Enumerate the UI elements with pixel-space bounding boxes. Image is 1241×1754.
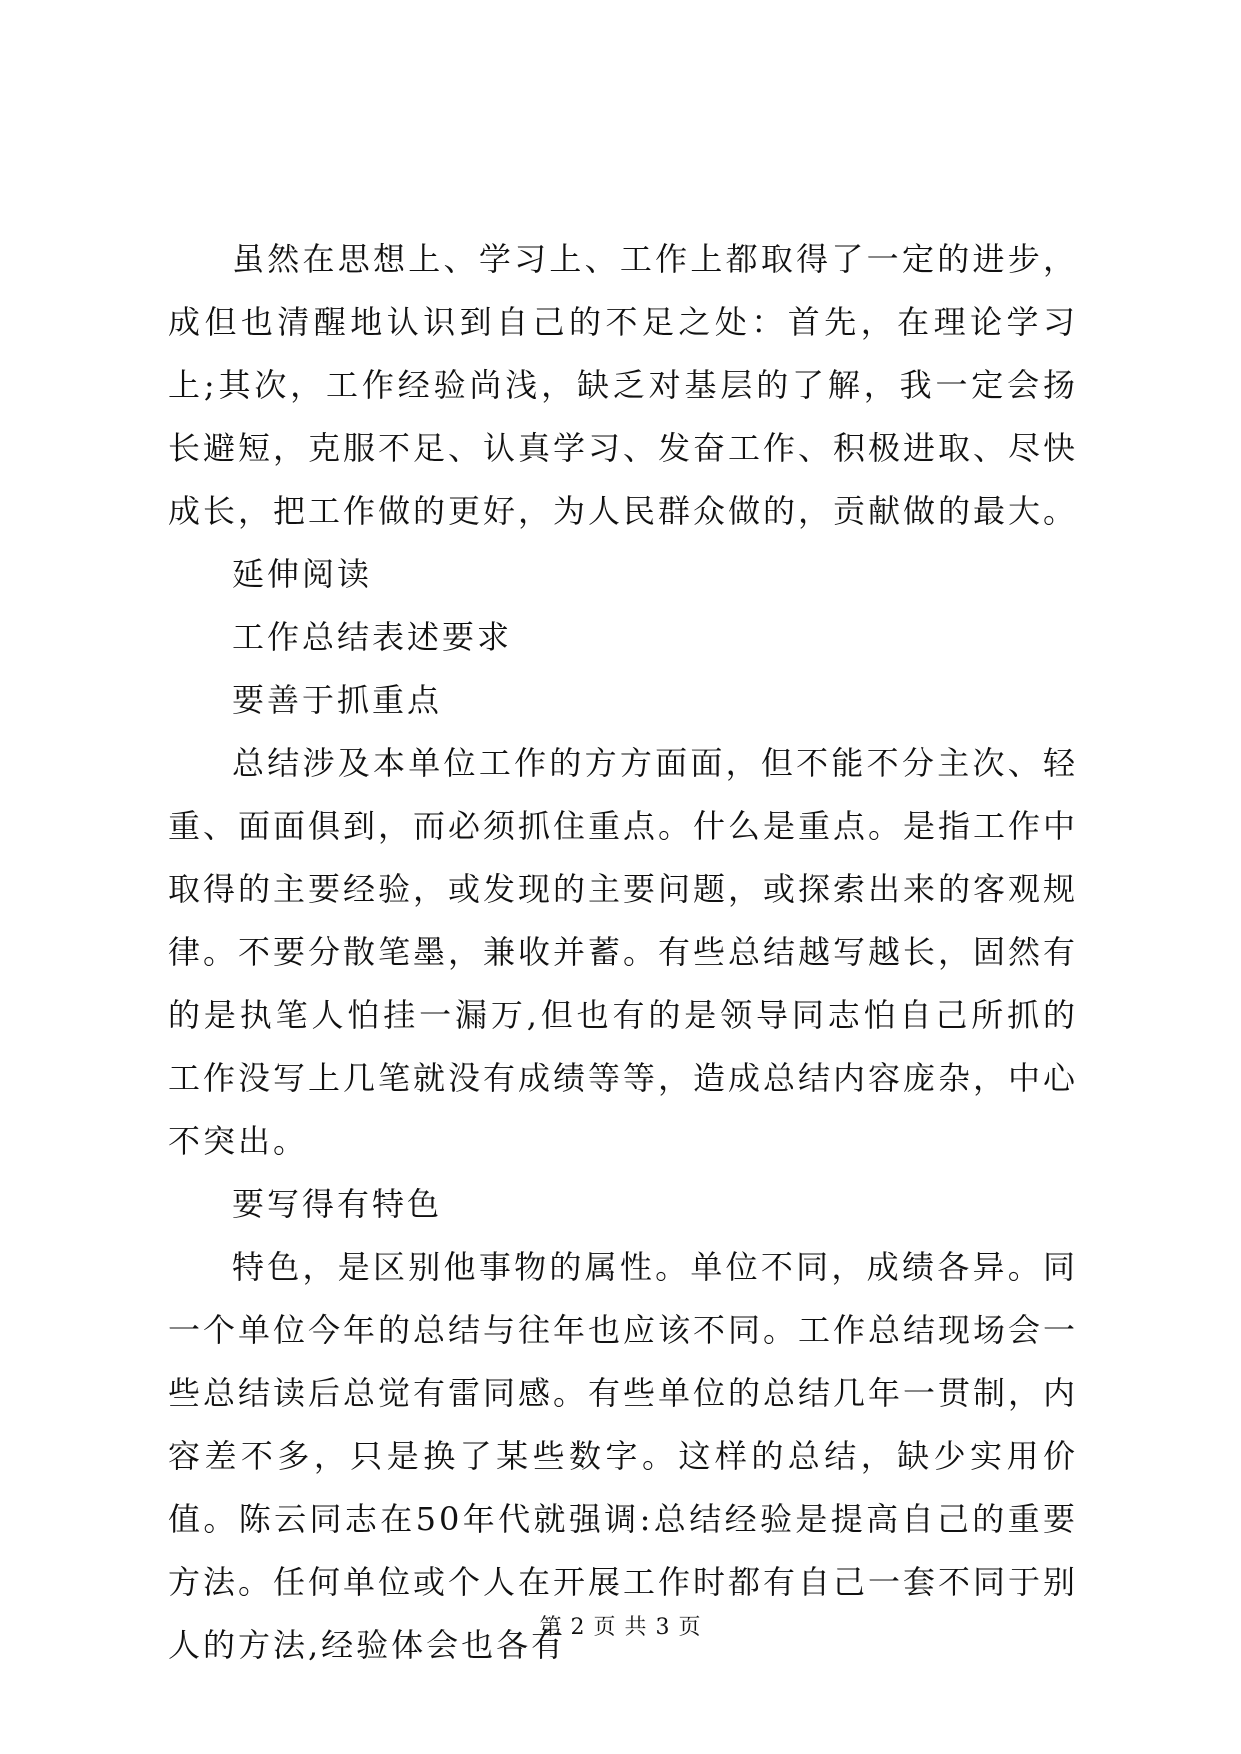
heading-summary-requirements: 工作总结表述要求 (232, 618, 513, 656)
heading-write-with-character: 要写得有特色 (232, 1185, 443, 1223)
paragraph-write-with-character: 特色，是区别他事物的属性。单位不同，成绩各异。同一个单位今年的总结与往年也应该不同。工作总结现场会一些总结读后总觉有雷同感。有些单位的总结几年一贯制，内容差不多，只是换了某些数字。这样的总结，缺少实用价值。陈云同志在50年代就强调:总结经验是提高自己的重要方法。任何单位或个人在开展工作时都有自己一套不同于别人的方法,经验体会也各有 (168, 1248, 1079, 1664)
page-number-footer: 第 2 页 共 3 页 (539, 1615, 702, 1640)
heading-focus-on-key-points: 要善于抓重点 (232, 681, 443, 719)
paragraph-self-assessment: 虽然在思想上、学习上、工作上都取得了一定的进步，成但也清醒地认识到自己的不足之处：首先，在理论学习上;其次，工作经验尚浅，缺乏对基层的了解，我一定会扬长避短，克服不足、认真学习、发奋工作、积极进取、尽快成长，把工作做的更好，为人民群众做的，贡献做的最大。 (168, 240, 1079, 530)
document-body (168, 228, 1078, 1677)
heading-extended-reading: 延伸阅读 (232, 555, 373, 593)
paragraph-focus-on-key-points: 总结涉及本单位工作的方方面面，但不能不分主次、轻重、面面俱到，而必须抓住重点。什么是重点。是指工作中取得的主要经验，或发现的主要问题，或探索出来的客观规律。不要分散笔墨，兼收并蓄。有些总结越写越长，固然有的是执笔人怕挂一漏万,但也有的是领导同志怕自己所抓的工作没写上几笔就没有成绩等等，造成总结内容庞杂，中心不突出。 (168, 744, 1079, 1160)
